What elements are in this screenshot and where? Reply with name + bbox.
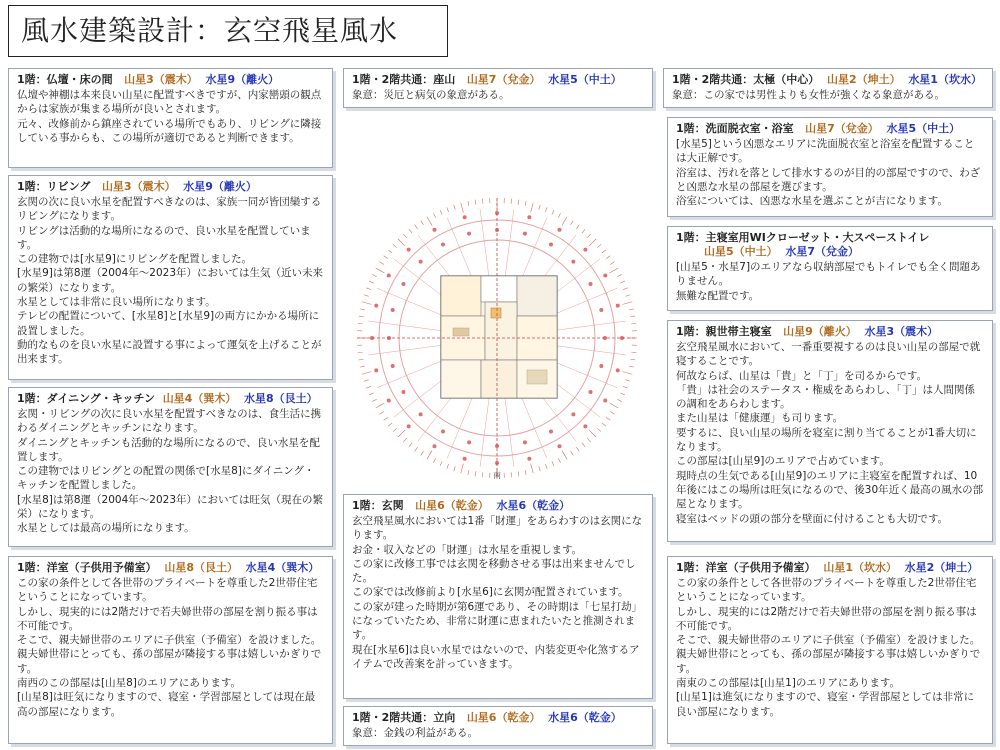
compass-tick bbox=[630, 359, 635, 360]
compass-tick bbox=[359, 316, 364, 317]
compass-tick bbox=[587, 438, 590, 442]
compass-tick bbox=[620, 393, 625, 395]
note-line: 水星としては非常に良い場所になります。 bbox=[17, 296, 216, 309]
water-star: 水星6（乾金） bbox=[496, 499, 571, 512]
compass-tick bbox=[589, 430, 596, 437]
sector-marker bbox=[401, 390, 405, 394]
water-star: 水星9（離火） bbox=[183, 180, 257, 193]
area-name: 1階：仏壇・床の間 bbox=[17, 73, 113, 86]
note-line: 象意：この家では男性よりも女性が強くなる象意がある。 bbox=[672, 89, 945, 101]
compass-tick bbox=[372, 274, 376, 276]
compass-tick bbox=[610, 268, 619, 273]
water-star: 水星6（乾金） bbox=[548, 711, 622, 724]
compass-tick bbox=[376, 268, 385, 273]
note-body bbox=[17, 195, 324, 367]
note-line: そこで、親夫婦世帯のエリアに子供室（予備室）を設けました。 bbox=[17, 634, 322, 647]
compass-tick bbox=[440, 210, 442, 215]
water-star: 水星7（兌金） bbox=[785, 245, 859, 258]
compass-tick bbox=[606, 256, 610, 259]
sector-marker bbox=[523, 232, 527, 236]
compass-tick bbox=[576, 225, 579, 229]
note-line: 玄関・リビングの次に良い水星を配置すべきなのは、食生活に携わるダイニングとキッチンになります。 bbox=[17, 408, 322, 435]
note-line: 仏壇や神棚は本来良い山星に配置すべきですが、内家巒頭の観点からは家族が集まる場所が良いとされます。 bbox=[17, 89, 322, 116]
sector-marker bbox=[583, 248, 587, 252]
note-line: [山星5・水星7]のエリアなら収納部屋でもトイレでも全く問題ありません。 bbox=[676, 261, 981, 288]
compass-tick bbox=[384, 417, 388, 420]
sector-marker bbox=[391, 308, 395, 312]
compass-tick bbox=[398, 430, 405, 437]
compass-tick bbox=[602, 423, 606, 426]
compass-tick bbox=[482, 199, 483, 204]
compass-tick bbox=[369, 393, 374, 395]
note-body bbox=[17, 88, 324, 145]
water-star: 水星9（離火） bbox=[205, 73, 280, 86]
compass-tick bbox=[629, 309, 634, 310]
compass-tick bbox=[372, 399, 376, 401]
note-line: しかし、現実的には2階だけで若夫婦世帯の部屋を割り振る事は不可能です。 bbox=[676, 605, 977, 632]
note-body bbox=[352, 88, 644, 102]
sector-marker bbox=[589, 282, 593, 286]
area-name: 1階：リビング bbox=[17, 180, 91, 193]
note-box-taikyoku bbox=[663, 68, 993, 108]
mountain-star: 山星6（乾金） bbox=[466, 711, 541, 724]
compass-tick bbox=[617, 399, 621, 401]
compass-tick bbox=[366, 288, 371, 290]
sector-marker bbox=[558, 228, 562, 232]
mountain-star: 山星2（坤土） bbox=[826, 73, 901, 86]
note-line: この建物では[水星9]にリビングを配置しました。 bbox=[17, 253, 253, 266]
compass-tick bbox=[454, 205, 456, 210]
note-box-dining-kitchen bbox=[8, 387, 333, 547]
compass-tick bbox=[558, 213, 560, 217]
compass-tick bbox=[384, 256, 388, 259]
compass-tick bbox=[525, 470, 526, 475]
compass-tick bbox=[359, 359, 364, 360]
area-name: 1階：玄関 bbox=[352, 499, 404, 512]
note-line: 寝室はベッドの頭の部分を壁面に付けることも大切です。 bbox=[676, 512, 949, 525]
mountain-star: 山星8（艮土） bbox=[164, 561, 238, 574]
page-title: 風水建築設計：玄空飛星風水 bbox=[8, 5, 448, 57]
compass-tick bbox=[597, 428, 601, 431]
compass-tick bbox=[539, 466, 541, 471]
compass-tick bbox=[589, 239, 596, 246]
note-line: この建物ではリビングとの配置の関係で[水星8]にダイニング・キッチンを配置しました。 bbox=[17, 465, 315, 492]
note-line: 何故ならば、山星は「貴」と「丁」を司るからです。 bbox=[676, 369, 928, 382]
note-box-closet-toilet bbox=[667, 226, 993, 311]
sector-marker bbox=[374, 304, 378, 308]
sector-marker bbox=[589, 390, 593, 394]
water-star: 水星2（坤土） bbox=[904, 561, 979, 574]
sector-marker bbox=[558, 444, 562, 448]
compass-tick bbox=[571, 451, 574, 455]
compass-tick bbox=[415, 225, 418, 229]
note-box-zasan bbox=[343, 68, 653, 108]
note-line: この家では改修前より[水星6]に玄関が配置されています。 bbox=[352, 586, 629, 599]
note-line: 南西のこの部屋は[山星8]のエリアにあります。 bbox=[17, 677, 242, 690]
compass-tick bbox=[630, 316, 635, 317]
note-line: [山星1]は進気になりますので、寝室・学習部屋としては非常に良い部屋になります。 bbox=[676, 691, 975, 718]
compass-tick bbox=[358, 352, 363, 353]
compass-tick bbox=[576, 447, 579, 451]
note-line: この部屋は[山星9]のエリアで占めています。 bbox=[676, 455, 890, 468]
compass-tick bbox=[433, 458, 435, 462]
compass-tick bbox=[545, 464, 547, 469]
note-body bbox=[17, 576, 324, 719]
note-body bbox=[17, 407, 324, 536]
note-box-living bbox=[8, 175, 333, 380]
note-box-kids-room-southwest bbox=[8, 556, 333, 744]
compass-tick bbox=[447, 464, 449, 469]
compass-tick bbox=[393, 428, 397, 431]
compass-tick bbox=[631, 352, 636, 353]
compass-tick bbox=[468, 201, 469, 206]
note-heading bbox=[672, 73, 984, 87]
sector-marker bbox=[571, 260, 575, 264]
sector-marker bbox=[603, 274, 607, 278]
compass-tick bbox=[362, 372, 372, 375]
compass-tick bbox=[518, 471, 519, 476]
area-name: 1階：洗面脱衣室・浴室 bbox=[676, 122, 794, 135]
compass-tick bbox=[482, 472, 483, 477]
floor-plan bbox=[441, 276, 557, 398]
note-line: 元々、改修前から鎮座されている場所でもあり、リビングに隣接している事からも、この場所が適切であると判断できます。 bbox=[17, 117, 322, 144]
note-line: この家が建った時期が第6運であり、その時期は「七星打劫」になっていたため、非常に財運に恵まれたいたと推測されます。 bbox=[352, 600, 643, 642]
note-line: [水星8]は第8運（2004年～2023年）においては旺気（現在の繁栄）になります。 bbox=[17, 493, 323, 521]
compass-tick bbox=[582, 229, 585, 233]
mountain-star: 山星6（乾金） bbox=[415, 499, 489, 512]
compass-tick bbox=[360, 309, 365, 310]
note-heading bbox=[352, 499, 644, 513]
note-line: そこで、親夫婦世帯のエリアに子供室（予備室）を設けました。 bbox=[676, 634, 981, 647]
compass-tick bbox=[623, 386, 628, 388]
area-name: 1階：ダイニング・キッチン bbox=[17, 392, 156, 405]
sector-marker bbox=[571, 412, 575, 416]
note-box-master-bedroom bbox=[667, 320, 993, 542]
note-line: 動的なものを良い水星に設置する事によって運気を上げることが出来ます。 bbox=[17, 338, 322, 366]
water-star: 水星8（艮土） bbox=[244, 392, 318, 405]
compass-tick bbox=[623, 302, 633, 305]
sector-marker bbox=[463, 215, 467, 219]
compass-tick bbox=[376, 403, 385, 408]
compass-tick bbox=[562, 217, 567, 226]
mountain-star: 山星5（中土） bbox=[704, 245, 778, 258]
compass-tick bbox=[403, 438, 406, 442]
note-line: 玄空飛星風水においては1番「財運」をあらわすのは玄関になります。 bbox=[352, 515, 643, 542]
sector-marker bbox=[433, 228, 437, 232]
sector-marker bbox=[407, 248, 411, 252]
compass-tick bbox=[610, 412, 614, 415]
compass-tick bbox=[610, 262, 614, 265]
sector-marker bbox=[401, 282, 405, 286]
compass-tick bbox=[475, 200, 476, 205]
note-line: 南東のこの部屋は[山星1]のエリアにあります。 bbox=[676, 677, 901, 690]
note-line: また山星は「健康運」も司ります。 bbox=[676, 412, 844, 425]
note-line: 玄関の次に良い水星を配置すべきなのは、家族一同が皆団欒するリビングになります。 bbox=[17, 196, 322, 223]
note-heading bbox=[17, 73, 324, 87]
note-body bbox=[676, 137, 984, 208]
note-line: 無難な配置です。 bbox=[676, 289, 760, 302]
sector-marker bbox=[467, 232, 471, 236]
compass-tick bbox=[571, 221, 574, 225]
compass-tick bbox=[475, 471, 476, 476]
note-line: この家の条件として各世帯のプライベートを尊重した2世帯住宅ということになっています。 bbox=[676, 577, 977, 604]
note-box-kids-room-southeast bbox=[667, 556, 993, 744]
water-star: 水星3（震木） bbox=[864, 325, 939, 338]
sector-marker bbox=[387, 399, 391, 403]
compass-south-mark: 南 bbox=[493, 471, 501, 480]
compass-tick bbox=[562, 451, 567, 460]
sector-marker bbox=[441, 242, 445, 246]
compass-tick bbox=[364, 380, 369, 382]
compass-tick bbox=[427, 451, 432, 460]
note-heading bbox=[17, 561, 324, 575]
area-name: 1階：親世帯主寝室 bbox=[676, 325, 772, 338]
note-line: しかし、現実的には2階だけで若夫婦世帯の部屋を割り振る事は不可能です。 bbox=[17, 605, 318, 632]
note-line: 象意：災厄と病気の象意がある。 bbox=[352, 89, 510, 101]
note-line: [水星9]は第8運（2004年～2023年）においては生気（近い未来の繁栄）になります。 bbox=[17, 267, 323, 294]
note-box-butsudan bbox=[8, 68, 333, 168]
sector-marker bbox=[419, 260, 423, 264]
note-line: [水星5]という凶悪なエリアに洗面脱衣室と浴室を配置することは大正解です。 bbox=[676, 138, 975, 165]
compass-tick bbox=[421, 221, 424, 225]
sector-marker bbox=[599, 308, 603, 312]
compass-tick bbox=[433, 213, 435, 217]
note-line: 「貴」は社会のステータス・権威をあらわし、「丁」は人間関係の調和をあらわします。 bbox=[676, 383, 976, 411]
note-box-genkan bbox=[343, 494, 653, 699]
compass-tick bbox=[440, 461, 442, 466]
mountain-star: 山星9（離火） bbox=[783, 325, 857, 338]
note-heading bbox=[676, 231, 984, 259]
note-line: ダイニングとキッチンも活動的な場所になるので、良い水星を配置します。 bbox=[17, 436, 320, 463]
compass-tick bbox=[398, 239, 405, 246]
note-line: この家の条件として各世帯のプライベートを尊重した2世帯住宅ということになっています。 bbox=[17, 577, 318, 604]
mountain-star: 山星7（兌金） bbox=[805, 122, 879, 135]
note-line: 現時点の生気である[山星9]のエリアに主寝室を配置すれば、10年後にはこの場所は旺気になるので、後30年近く最高の風水の部屋となります。 bbox=[676, 469, 984, 511]
compass-tick bbox=[447, 207, 449, 212]
compass-tick bbox=[597, 244, 601, 247]
area-name: 1階：洋室（子供用予備室） bbox=[17, 561, 157, 574]
note-line: この家に改修工事では玄関を移動させる事は出来ませんでした。 bbox=[352, 557, 636, 585]
sector-marker bbox=[433, 444, 437, 448]
compass-tick bbox=[421, 451, 424, 455]
note-heading bbox=[352, 711, 644, 725]
sector-marker bbox=[527, 457, 531, 461]
compass-tick bbox=[558, 458, 560, 462]
compass-tick bbox=[623, 372, 633, 375]
compass-tick bbox=[461, 464, 464, 474]
compass-tick bbox=[468, 470, 469, 475]
note-box-bathroom bbox=[667, 117, 993, 217]
compass-tick bbox=[602, 250, 606, 253]
compass-tick bbox=[369, 281, 374, 283]
compass-tick bbox=[364, 295, 369, 297]
sector-marker bbox=[549, 430, 553, 434]
compass-tick bbox=[631, 323, 636, 324]
compass-tick bbox=[625, 380, 630, 382]
compass-tick bbox=[461, 203, 464, 213]
sector-marker bbox=[387, 274, 391, 278]
note-line: 現在[水星6]は良い水星ではないので、内装変更や化煞するアイテムで改善案を計っていきます。 bbox=[352, 643, 640, 670]
sector-marker bbox=[467, 440, 471, 444]
sector-marker bbox=[374, 368, 378, 372]
sector-marker bbox=[407, 424, 411, 428]
compass-tick bbox=[606, 417, 610, 420]
note-heading bbox=[676, 325, 984, 339]
sector-marker bbox=[441, 430, 445, 434]
compass-tick bbox=[617, 274, 621, 276]
compass-tick bbox=[403, 234, 406, 238]
note-line: 象意：金銭の利益がある。 bbox=[352, 727, 478, 739]
mountain-star: 山星3（震木） bbox=[101, 180, 176, 193]
water-star: 水星1（坎水） bbox=[908, 73, 982, 86]
compass-tick bbox=[393, 244, 397, 247]
compass-tick bbox=[388, 423, 392, 426]
compass-tick bbox=[409, 229, 412, 233]
note-heading bbox=[17, 392, 324, 406]
note-line: 浴室については、凶悪な水星を選ぶことが吉になります。 bbox=[676, 195, 948, 208]
compass-tick bbox=[427, 217, 432, 226]
compass-tick bbox=[454, 466, 456, 471]
compass-tick bbox=[511, 472, 512, 477]
note-line: 浴室は、汚れを落として排水するのが目的の部屋ですので、わざと凶悪な水星の部屋を選びます。 bbox=[676, 166, 981, 193]
mountain-star: 山星4（巽木） bbox=[162, 392, 237, 405]
sector-marker bbox=[527, 215, 531, 219]
flying-star-compass-floorplan bbox=[345, 188, 650, 488]
note-line: リビングは活動的な場所になるので、良い水星を配置しています。 bbox=[17, 224, 311, 251]
note-line: 要するに、良い山星の場所を寝室に割り当てることが1番大切になります。 bbox=[676, 426, 977, 454]
area-name: 1階・2階共通：立向 bbox=[352, 711, 456, 724]
compass-tick bbox=[409, 443, 412, 447]
water-star: 水星4（巽木） bbox=[245, 561, 320, 574]
compass-tick bbox=[388, 250, 392, 253]
compass-tick bbox=[380, 262, 384, 265]
note-line: 親夫婦世帯にとっても、孫の部屋が隣接する事は嬉しいかぎりです。 bbox=[17, 648, 322, 675]
area-name: 1階：主寝室用WIクローゼット・大スペーストイレ bbox=[676, 231, 930, 244]
note-body bbox=[352, 514, 644, 671]
note-heading bbox=[676, 122, 984, 136]
compass-tick bbox=[620, 281, 625, 283]
compass-tick bbox=[531, 203, 534, 213]
area-name: 1階：洋室（子供用予備室） bbox=[676, 561, 816, 574]
sector-marker bbox=[463, 457, 467, 461]
compass-tick bbox=[366, 386, 371, 388]
note-heading bbox=[17, 180, 324, 194]
note-body bbox=[676, 260, 984, 303]
note-heading bbox=[352, 73, 644, 87]
area-name: 1階・2階共通：太極（中心） bbox=[672, 73, 820, 86]
note-line: 玄空飛星風水において、一番重要視するのは良い山星の部屋で就寝することです。 bbox=[676, 341, 981, 368]
note-line: [山星8]は旺気になりますので、寝室・学習部屋としては現在最高の部屋になります。 bbox=[17, 691, 316, 718]
compass-tick bbox=[531, 464, 534, 474]
compass-tick bbox=[358, 323, 363, 324]
sector-marker bbox=[599, 364, 603, 368]
compass-tick bbox=[545, 207, 547, 212]
compass-tick bbox=[582, 443, 585, 447]
note-body bbox=[352, 726, 644, 740]
sector-marker bbox=[603, 399, 607, 403]
compass-tick bbox=[518, 200, 519, 205]
mountain-star: 山星1（坎水） bbox=[823, 561, 897, 574]
note-body bbox=[672, 88, 984, 102]
sector-marker bbox=[616, 304, 620, 308]
sector-marker bbox=[616, 368, 620, 372]
compass-tick bbox=[362, 302, 372, 305]
sector-marker bbox=[391, 364, 395, 368]
note-body bbox=[676, 576, 984, 719]
compass-tick bbox=[625, 295, 630, 297]
sector-marker bbox=[583, 424, 587, 428]
note-line: 水星としては最高の場所になります。 bbox=[17, 522, 195, 535]
compass-tick bbox=[380, 412, 384, 415]
compass-tick bbox=[629, 366, 634, 367]
water-star: 水星5（中土） bbox=[548, 73, 622, 86]
compass-tick bbox=[552, 210, 554, 215]
note-line: テレビの配置について、[水星8]と[水星9]の両方にかかる場所に設置しました。 bbox=[17, 310, 320, 337]
note-box-rikko bbox=[343, 706, 653, 746]
mountain-star: 山星7（兌金） bbox=[466, 73, 541, 86]
note-line: 親夫婦世帯にとっても、孫の部屋が隣接する事は嬉しいかぎりです。 bbox=[676, 648, 981, 675]
compass-tick bbox=[587, 234, 590, 238]
sector-marker bbox=[419, 412, 423, 416]
note-body bbox=[676, 340, 984, 526]
compass-tick bbox=[511, 199, 512, 204]
mountain-star: 山星3（震木） bbox=[124, 73, 198, 86]
note-line: お金・収入などの「財運」は水星を重視します。 bbox=[352, 543, 583, 556]
note-heading bbox=[676, 561, 984, 575]
compass-tick bbox=[610, 403, 619, 408]
sector-marker bbox=[549, 242, 553, 246]
compass-tick bbox=[360, 366, 365, 367]
compass-tick bbox=[552, 461, 554, 466]
compass-tick bbox=[415, 447, 418, 451]
sector-marker bbox=[523, 440, 527, 444]
water-star: 水星5（中土） bbox=[886, 122, 961, 135]
compass-tick bbox=[539, 205, 541, 210]
compass-tick bbox=[525, 201, 526, 206]
area-name: 1階・2階共通：座山 bbox=[352, 73, 456, 86]
compass-tick bbox=[623, 288, 628, 290]
